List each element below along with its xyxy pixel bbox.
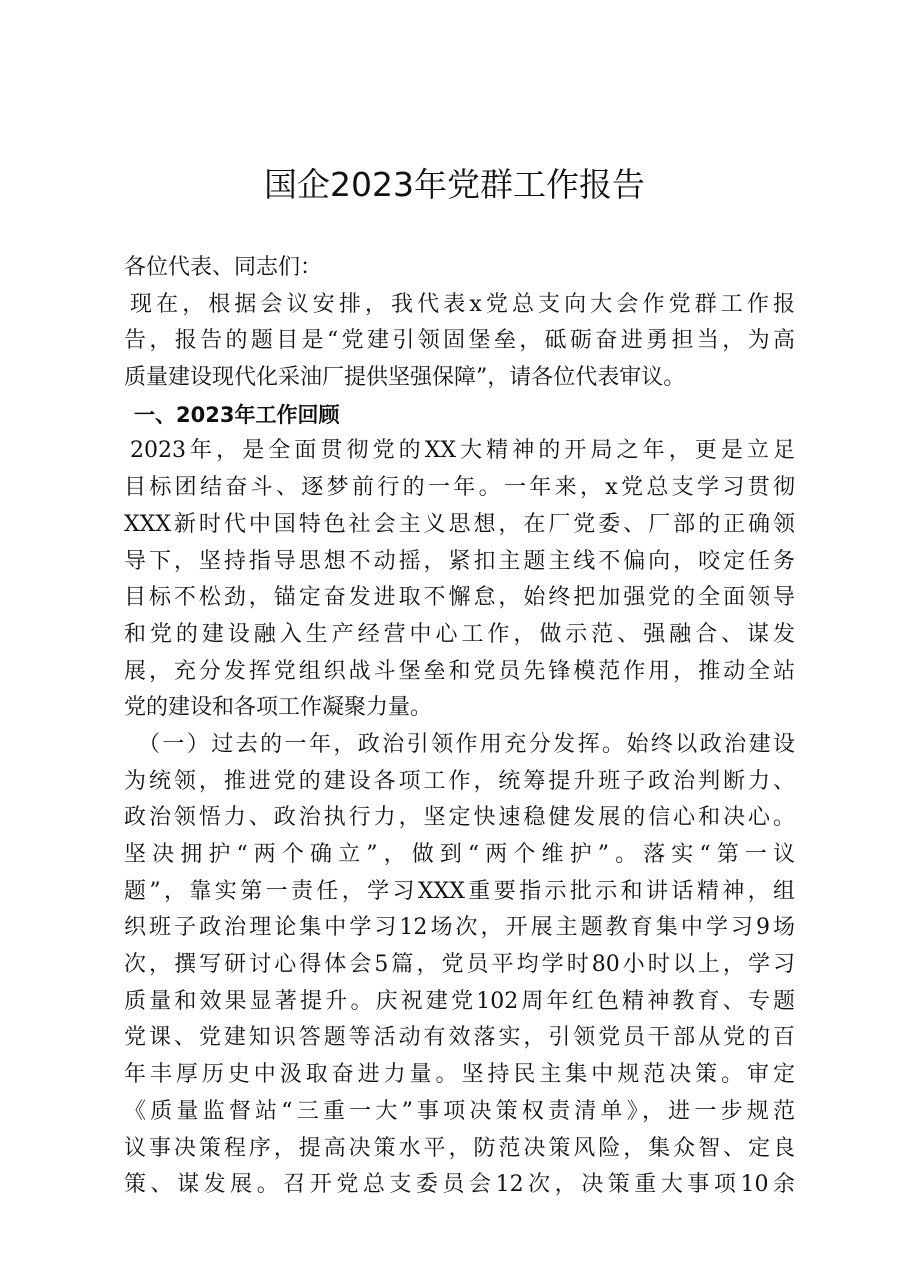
paragraph-line: 和党的建设融入生产经营中心工作，做示范、强融合、谋发: [124, 621, 795, 647]
document-body: [124, 250, 795, 1204]
paragraph-line: 质量和效果显著提升。庆祝建党102周年红色精神教育、专题: [124, 988, 795, 1014]
paragraph-line: 党的建设和各项工作凝聚力量。: [124, 695, 433, 721]
paragraph-line: 坚决拥护“两个确立”，做到“两个维护”。落实“第一议: [124, 842, 795, 867]
paragraph-line: 目标不松劲，锚定奋发进取不懈怠，始终把加强党的全面领导: [124, 585, 795, 611]
paragraph-line: 导下，坚持指导思想不动摇，紧扣主题主线不偏向，咬定任务: [124, 548, 795, 574]
paragraph-line: 质量建设现代化采油厂提供坚强保障”，请各位代表审议。: [124, 365, 686, 391]
paragraph-line: 织班子政治理论集中学习12场次，开展主题教育集中学习9场: [124, 915, 795, 941]
paragraph-line: XXX新时代中国特色社会主义思想，在厂党委、厂部的正确领: [124, 511, 795, 537]
paragraph-line: （一）过去的一年，政治引领作用充分发挥。始终以政治建设: [138, 731, 795, 757]
paragraph-line: 告，报告的题目是“党建引领固堡垒，砥砺奋进勇担当，为高: [124, 328, 795, 354]
paragraph-line: 为统领，推进党的建设各项工作，统筹提升班子政治判断力、: [124, 768, 795, 794]
salutation-line: 各位代表、同志们：: [124, 255, 323, 280]
paragraph-line: 议事决策程序，提高决策水平，防范决策风险，集众智、定良: [124, 1135, 795, 1161]
paragraph-line: 次，撰写研讨心得体会5篇，党员平均学时80小时以上，学习: [124, 952, 795, 978]
paragraph-line: 目标团结奋斗、逐梦前行的一年。一年来，x党总支学习贯彻: [124, 475, 795, 501]
paragraph-line: 题”，靠实第一责任，学习XXX重要指示批示和讲话精神，组: [124, 878, 795, 904]
paragraph-line: 年丰厚历史中汲取奋进力量。坚持民主集中规范决策。审定: [124, 1062, 795, 1088]
paragraph-line: 党课、党建知识答题等活动有效落实，引领党员干部从党的百: [124, 1025, 795, 1051]
paragraph-line: 策、谋发展。召开党总支委员会12次，决策重大事项10余: [124, 1172, 795, 1198]
paragraph-line: 《质量监督站“三重一大”事项决策权责清单》，进一步规范: [124, 1098, 795, 1124]
document-title: 国企2023年党群工作报告: [264, 165, 645, 204]
paragraph-line: 2023年，是全面贯彻党的XX大精神的开局之年，更是立足: [130, 438, 795, 464]
paragraph-line: 现在，根据会议安排，我代表x党总支向大会作党群工作报: [130, 291, 795, 317]
paragraph-line: 政治领悟力、政治执行力，坚定快速稳健发展的信心和决心。: [124, 805, 795, 831]
section-heading: 一、2023年工作回顾: [134, 402, 340, 427]
paragraph-line: 展，充分发挥党组织战斗堡垒和党员先锋模范作用，推动全站: [124, 658, 795, 684]
